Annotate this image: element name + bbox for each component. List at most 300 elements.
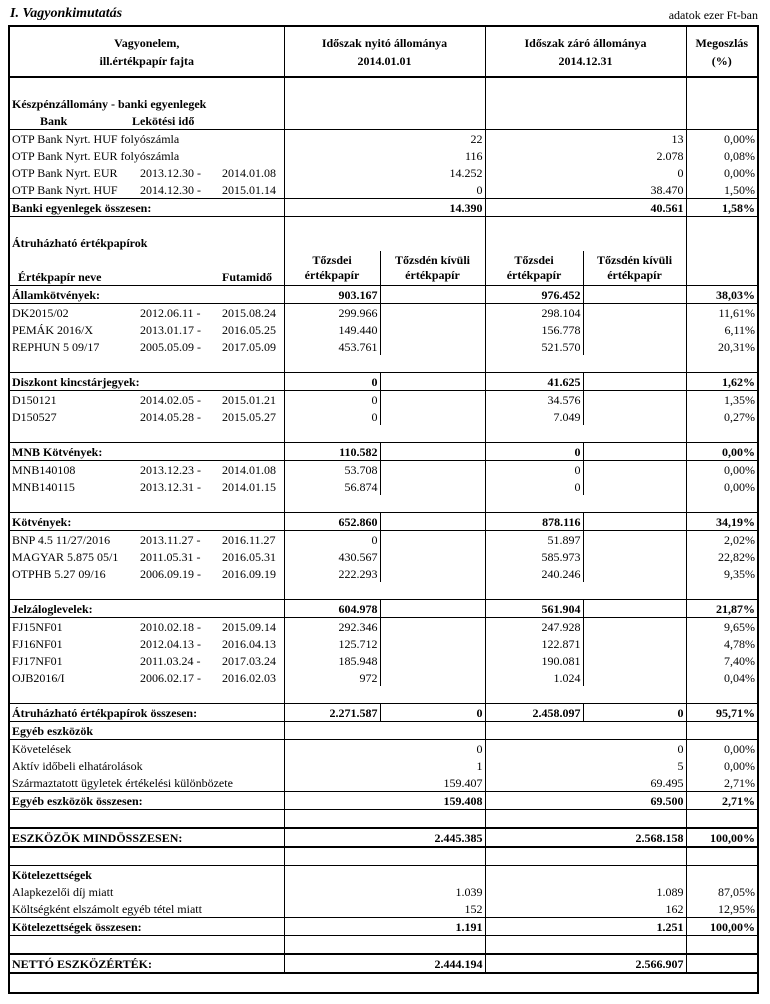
term-start: 2011.05.31 - [140,550,201,564]
closing-otc [583,338,686,355]
row-label [10,548,284,565]
spacer-row [10,77,757,95]
cash-total-row [10,199,757,217]
opening-otc [380,548,485,565]
row-label [10,461,284,479]
net-asset-row [10,954,757,973]
item-name: MNB140115 [12,480,75,494]
group-title: Államkötvények: [10,286,284,304]
opening-value: 0 [284,740,485,758]
term-start: 2013.01.17 - [140,323,201,337]
term-start: 2006.02.17 - [140,671,201,685]
closing-otc [583,635,686,652]
term-end: 2016.05.25 [222,323,276,337]
opening-otc [380,373,485,391]
section-title: Készpénzállomány - banki egyenlegek [12,97,207,111]
opening-otc: 0 [380,704,485,722]
term-end: 2015.05.27 [222,410,276,424]
closing-otc: 0 [583,704,686,722]
security-row [10,565,757,582]
item-name: MAGYAR 5.875 05/1 [12,550,119,564]
term-start: 2014.05.28 - [140,410,201,424]
opening-value: 2.445.385 [284,828,485,847]
share-percent: 6,11% [686,321,757,338]
opening-otc [380,321,485,338]
opening-exchange-header-line1: Tőzsdei [312,253,352,267]
closing-exchange: 976.452 [485,286,583,304]
row-label [10,338,284,355]
opening-otc [380,513,485,531]
cash-row [10,181,757,199]
spacer-row [10,936,757,955]
closing-value: 2.568.158 [485,828,686,847]
closing-otc [583,391,686,409]
cash-row [10,147,757,164]
share-percent: 22,82% [686,548,757,565]
closing-value: 1.089 [485,883,686,900]
opening-otc-header-line2: értékpapír [405,268,460,282]
term-end: 2015.01.14 [222,183,276,197]
item-name: PEMÁK 2016/X [12,323,94,337]
term-start: 2013.12.30 - [140,166,201,180]
opening-exchange: 125.712 [284,635,380,652]
closing-exchange: 521.570 [485,338,583,355]
closing-otc [583,600,686,618]
term-start: 2006.09.19 - [140,567,201,581]
security-row [10,304,757,322]
opening-otc [380,304,485,322]
other-total-row [10,792,757,810]
section-title: Kötelezettségek [10,866,284,884]
opening-exchange: 56.874 [284,478,380,495]
row-label: ESZKÖZÖK MINDÖSSZESEN: [10,828,284,847]
closing-exchange: 41.625 [485,373,583,391]
term-start: 2014.12.30 - [140,183,201,197]
unit-note: adatok ezer Ft-ban [668,8,758,22]
security-group-row [10,443,757,461]
closing-value: 2.566.907 [485,954,686,973]
opening-otc [380,461,485,479]
opening-value: 159.408 [284,792,485,810]
closing-otc [583,565,686,582]
row-label [10,321,284,338]
item-name: D150121 [12,393,57,407]
share-percent: 0,04% [686,669,757,686]
closing-value: 2.078 [485,147,686,164]
row-label [10,391,284,409]
opening-exchange: 110.582 [284,443,380,461]
share-percent: 7,40% [686,652,757,669]
security-name-label: Értékpapír neve [18,270,102,284]
security-group-row [10,286,757,304]
closing-exchange: 1.024 [485,669,583,686]
table-header [10,27,757,77]
opening-otc [380,338,485,355]
opening-value: 22 [284,130,485,148]
closing-otc [583,513,686,531]
security-row [10,548,757,565]
closing-otc [583,548,686,565]
row-label: Alapkezelői díj miatt [12,885,114,899]
security-row [10,338,757,355]
opening-otc [380,391,485,409]
item-name: OTP Bank Nyrt. HUF [12,183,118,197]
share-percent: 20,31% [686,338,757,355]
closing-exchange: 190.081 [485,652,583,669]
liabilities-total-row [10,918,757,936]
closing-value: 40.561 [485,199,686,217]
spacer-row [10,355,757,373]
share-percent: 2,71% [686,774,757,792]
opening-otc [380,443,485,461]
closing-value: 69.500 [485,792,686,810]
opening-exchange: 430.567 [284,548,380,565]
share-percent: 1,62% [686,373,757,391]
share-percent: 0,08% [686,147,757,164]
share-percent [686,954,757,973]
row-label [10,565,284,582]
security-row [10,408,757,425]
securities-subheader [10,251,757,286]
spacer-row [10,810,757,829]
closing-exchange: 298.104 [485,304,583,322]
term-start: 2012.06.11 - [140,306,201,320]
opening-otc [380,286,485,304]
cash-subheader [10,112,757,130]
opening-exchange: 0 [284,531,380,549]
spacer-row [10,217,757,235]
maturity-label: Futamidő [222,270,273,284]
opening-otc-header-line1: Tőzsdén kívüli [394,253,471,267]
term-start: 2013.11.27 - [140,533,201,547]
term-end: 2015.08.24 [222,306,276,320]
share-percent: 100,00% [686,918,757,936]
row-label [10,652,284,669]
item-name: REPHUN 5 09/17 [12,340,100,354]
term-start: 2012.04.13 - [140,637,201,651]
closing-otc [583,373,686,391]
opening-exchange: 453.761 [284,338,380,355]
share-percent: 12,95% [686,900,757,918]
security-row [10,321,757,338]
term-end: 2015.09.14 [222,620,276,634]
term-end: 2014.01.08 [222,166,276,180]
closing-exchange: 2.458.097 [485,704,583,722]
term-start: 2011.03.24 - [140,654,201,668]
closing-exchange: 585.973 [485,548,583,565]
group-title: Kötvények: [10,513,284,531]
share-percent: 0,00% [686,740,757,758]
term-end: 2017.05.09 [222,340,276,354]
opening-value: 159.407 [284,774,485,792]
term-end: 2016.05.31 [222,550,276,564]
share-percent: 100,00% [686,828,757,847]
closing-exchange-header-line1: Tőzsdei [514,253,554,267]
opening-exchange: 292.346 [284,618,380,636]
share-percent: 4,78% [686,635,757,652]
closing-otc [583,652,686,669]
row-label [10,618,284,636]
closing-value: 0 [485,164,686,181]
section-title: Egyéb eszközök [10,722,284,740]
opening-value: 1 [284,757,485,774]
opening-value: 116 [284,147,485,164]
item-name: FJ16NF01 [12,637,63,651]
closing-otc [583,321,686,338]
securities-subheader-labels [10,251,284,286]
term-end: 2016.09.19 [222,567,276,581]
closing-exchange: 247.928 [485,618,583,636]
opening-otc [380,565,485,582]
share-percent: 38,03% [686,286,757,304]
row-label [10,304,284,322]
header-asset-type: Vagyonelem, ill.értékpapír fajta [10,27,284,77]
spacer-row [10,425,757,443]
closing-otc [583,669,686,686]
opening-value: 1.191 [284,918,485,936]
section-title-row [10,95,757,112]
opening-exchange: 222.293 [284,565,380,582]
row-label [10,181,284,199]
opening-exchange: 972 [284,669,380,686]
share-percent: 34,19% [686,513,757,531]
item-name: OTPHB 5.27 09/16 [12,567,106,581]
opening-otc [380,408,485,425]
opening-value: 1.039 [284,883,485,900]
share-percent: 0,00% [686,478,757,495]
share-percent: 2,02% [686,531,757,549]
row-label: Kötelezettségek összesen: [10,918,284,936]
share-percent: 1,58% [686,199,757,217]
page-title: I. Vagyonkimutatás [10,6,123,21]
security-group-row [10,513,757,531]
opening-exchange: 53.708 [284,461,380,479]
share-percent: 87,05% [686,883,757,900]
share-percent: 0,00% [686,757,757,774]
opening-value: 152 [284,900,485,918]
liability-row [10,883,757,900]
closing-exchange: 51.897 [485,531,583,549]
assets-total-row [10,828,757,847]
opening-exchange: 299.966 [284,304,380,322]
share-percent: 0,00% [686,130,757,148]
item-name: D150527 [12,410,57,424]
share-percent: 2,71% [686,792,757,810]
cash-subheader-labels [10,112,284,130]
group-title: Diszkont kincstárjegyek: [10,373,284,391]
opening-exchange-header [284,251,380,286]
closing-otc-header [583,251,686,286]
other-asset-row [10,774,757,792]
header-opening: Időszak nyitó állománya 2014.01.01 [284,27,485,77]
opening-otc [380,669,485,686]
term-end: 2014.01.08 [222,463,276,477]
opening-otc [380,635,485,652]
closing-value: 0 [485,740,686,758]
row-label [10,531,284,549]
spacer-row [10,686,757,704]
share-percent: 9,35% [686,565,757,582]
item-name: OTP Bank Nyrt. EUR [12,166,118,180]
closing-value: 69.495 [485,774,686,792]
closing-otc [583,304,686,322]
closing-value: 162 [485,900,686,918]
row-label: Követelések [12,742,72,756]
row-label [10,164,284,181]
share-percent: 95,71% [686,704,757,722]
opening-value: 14.252 [284,164,485,181]
opening-exchange: 0 [284,373,380,391]
term-start: 2010.02.18 - [140,620,201,634]
term-label: Lekötési idő [132,114,195,128]
term-end: 2017.03.24 [222,654,276,668]
closing-otc [583,531,686,549]
security-row [10,461,757,479]
cash-row [10,130,757,148]
item-name: OJB2016/I [12,671,65,685]
opening-otc [380,600,485,618]
closing-otc-header-line1: Tőzsdén kívüli [597,253,673,267]
security-row [10,391,757,409]
closing-exchange-header [485,251,583,286]
item-name: MNB140108 [12,463,76,477]
closing-exchange: 0 [485,461,583,479]
closing-otc [583,408,686,425]
bank-label: Bank [40,114,68,128]
term-end: 2016.02.03 [222,671,276,685]
other-asset-row [10,740,757,758]
liability-row [10,900,757,918]
closing-exchange: 240.246 [485,565,583,582]
row-label: OTP Bank Nyrt. EUR folyószámla [12,149,180,163]
opening-exchange: 604.978 [284,600,380,618]
row-label [10,669,284,686]
row-label [10,478,284,495]
term-start: 2014.02.05 - [140,393,201,407]
term-start: 2013.12.23 - [140,463,201,477]
row-label: Átruházható értékpapírok összesen: [10,704,284,722]
row-label: Egyéb eszközök összesen: [10,792,284,810]
security-row [10,478,757,495]
closing-otc [583,286,686,304]
closing-exchange: 7.049 [485,408,583,425]
closing-exchange: 34.576 [485,391,583,409]
opening-otc-header [380,251,485,286]
header-share: Megoszlás (%) [686,27,757,77]
row-label: Származtatott ügyletek értékelési különbözete [12,776,233,790]
opening-exchange: 185.948 [284,652,380,669]
share-percent: 0,00% [686,443,757,461]
term-start: 2013.12.31 - [140,480,201,494]
share-percent: 21,87% [686,600,757,618]
item-name: FJ15NF01 [12,620,63,634]
share-percent: 0,27% [686,408,757,425]
security-group-row [10,373,757,391]
opening-exchange: 2.271.587 [284,704,380,722]
row-label [10,408,284,425]
term-start: 2005.05.09 - [140,340,201,354]
row-label: Aktív időbeli elhatárolások [12,759,143,773]
spacer-row [10,495,757,513]
opening-exchange: 0 [284,391,380,409]
opening-otc [380,618,485,636]
closing-otc [583,478,686,495]
closing-value: 1.251 [485,918,686,936]
security-row [10,669,757,686]
term-end: 2015.01.21 [222,393,276,407]
cash-row [10,164,757,181]
group-title: Jelzáloglevelek: [10,600,284,618]
term-end: 2016.04.13 [222,637,276,651]
opening-value: 2.444.194 [284,954,485,973]
security-group-row [10,600,757,618]
row-label: Költségként elszámolt egyéb tétel miatt [12,902,202,916]
opening-otc [380,652,485,669]
securities-total-row [10,704,757,722]
group-title: MNB Kötvények: [10,443,284,461]
term-end: 2016.11.27 [222,533,276,547]
row-label: NETTÓ ESZKÖZÉRTÉK: [10,954,284,973]
closing-exchange: 561.904 [485,600,583,618]
share-percent: 0,00% [686,164,757,181]
item-name: FJ17NF01 [12,654,63,668]
section-title-row [10,866,757,884]
security-row [10,531,757,549]
share-percent: 9,65% [686,618,757,636]
closing-exchange-header-line2: értékpapír [506,268,562,282]
opening-exchange: 0 [284,408,380,425]
row-label [10,635,284,652]
closing-exchange: 0 [485,443,583,461]
opening-exchange-header-line2: értékpapír [304,268,360,282]
share-percent: 11,61% [686,304,757,322]
security-row [10,652,757,669]
security-row [10,618,757,636]
section-title-row [10,722,757,740]
security-row [10,635,757,652]
closing-otc [583,618,686,636]
section-title: Átruházható értékpapírok [12,236,148,250]
closing-otc [583,443,686,461]
closing-value: 5 [485,757,686,774]
share-percent: 0,00% [686,461,757,479]
row-label: Banki egyenlegek összesen: [10,199,284,217]
opening-exchange: 652.860 [284,513,380,531]
opening-exchange: 903.167 [284,286,380,304]
opening-otc [380,478,485,495]
spacer-row [10,847,757,866]
share-percent: 1,50% [686,181,757,199]
closing-otc [583,461,686,479]
header-closing: Időszak záró állománya 2014.12.31 [485,27,686,77]
closing-exchange: 0 [485,478,583,495]
item-name: BNP 4.5 11/27/2016 [12,533,111,547]
section-title-row [10,234,757,251]
opening-otc [380,531,485,549]
other-asset-row [10,757,757,774]
item-name: DK2015/02 [12,306,69,320]
closing-exchange: 878.116 [485,513,583,531]
asset-statement-table [8,25,759,994]
closing-exchange: 122.871 [485,635,583,652]
row-label: OTP Bank Nyrt. HUF folyószámla [10,130,284,148]
closing-otc-header-line2: értékpapír [607,268,662,282]
term-end: 2014.01.15 [222,480,276,494]
closing-value: 38.470 [485,181,686,199]
spacer-row [10,582,757,600]
share-percent: 1,35% [686,391,757,409]
opening-value: 0 [284,181,485,199]
